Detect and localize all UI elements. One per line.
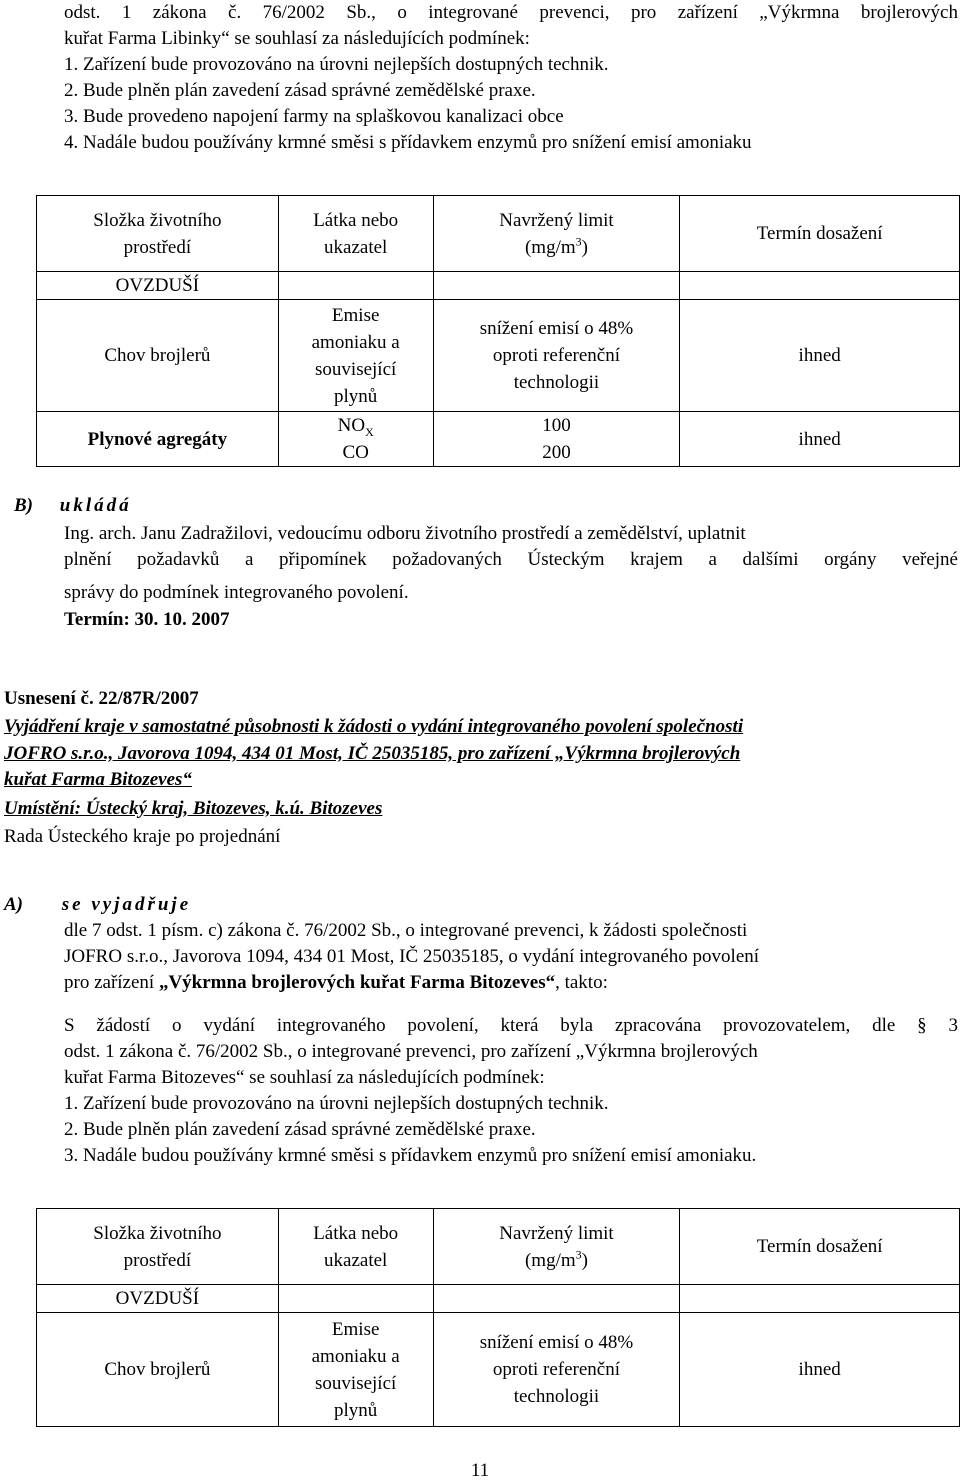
table-row: [37, 1285, 960, 1313]
cell-text: technologii: [513, 372, 600, 393]
cell-text: plynů: [334, 1399, 378, 1421]
cell-text: amoniaku a: [311, 1345, 400, 1367]
section-label: OVZDUŠÍ: [37, 1285, 279, 1313]
header-text: prostředí: [123, 236, 192, 258]
cell-text: CO: [342, 442, 369, 463]
section-b-heading: [14, 493, 132, 519]
section-label: OVZDUŠÍ: [37, 272, 279, 300]
cell-text: snížení emisí o 48%: [479, 1332, 634, 1353]
deadline-cell: ihned: [680, 300, 960, 412]
condition-item: 2. Bude plněn plán zavedení zásad správné zemědělské praxe.: [64, 1119, 536, 1140]
header-substance: [278, 1209, 433, 1285]
facility-name: „Výkrmna brojlerových kuřat Farma Bitozeves“: [158, 972, 556, 993]
limit-cell: [433, 300, 680, 412]
empty-cell: [278, 272, 433, 300]
condition-item: 3. Bude provedeno napojení farmy na splaškovou kanalizaci obce: [64, 106, 564, 127]
resolution-title-line: JOFRO s.r.o., Javorova 1094, 434 01 Most, IČ 25035185, pro zařízení „Výkrmna brojlerových: [4, 743, 741, 764]
empty-cell: [680, 272, 960, 300]
header-text: ukazatel: [324, 236, 388, 258]
header-deadline: Termín dosažení: [680, 196, 960, 272]
cell-text: amoniaku a: [311, 331, 400, 353]
cell-text: snížení emisí o 48%: [479, 318, 634, 339]
condition-item: 3. Nadále budou používány krmné směsi s přídavkem enzymů pro snížení emisí amoniaku.: [64, 1145, 757, 1166]
section-label: A): [4, 894, 23, 915]
deadline-text: Termín: 30. 10. 2007: [64, 609, 230, 630]
cell-text: Emise: [331, 304, 380, 326]
paragraph-line: kuřat Farma Libinky“ se souhlasí za následujících podmínek:: [64, 28, 530, 49]
empty-cell: [278, 1285, 433, 1313]
paragraph-line: správy do podmínek integrovaného povolení.: [64, 582, 409, 603]
condition-item: 1. Zařízení bude provozováno na úrovni nejlepších dostupných technik.: [64, 1093, 609, 1114]
header-substance: [278, 196, 433, 272]
resolution-title-line: kuřat Farma Bitozeves“: [4, 769, 192, 790]
condition-item: 1. Zařízení bude provozováno na úrovni nejlepších dostupných technik.: [64, 54, 609, 75]
header-deadline: Termín dosažení: [680, 1209, 960, 1285]
limit-cell: [433, 412, 680, 467]
cell-text: 100: [542, 415, 571, 436]
header-component: [37, 196, 279, 272]
section-label: B): [14, 495, 33, 516]
header-text: prostředí: [123, 1249, 192, 1271]
resolution-title-line: Vyjádření kraje v samostatné působnosti k žádosti o vydání integrovaného povolení společnosti: [4, 716, 744, 737]
paragraph-line: dle 7 odst. 1 písm. c) zákona č. 76/2002 Sb., o integrované prevenci, k žádosti společnosti: [64, 920, 748, 941]
section-a-heading: [4, 892, 191, 918]
limit-cell: [433, 1313, 680, 1427]
header-limit: [433, 1209, 680, 1285]
paragraph-line: odst. 1 zákona č. 76/2002 Sb., o integrované prevenci, pro zařízení „Výkrmna brojlerových: [64, 2, 958, 23]
empty-cell: [680, 1285, 960, 1313]
header-unit: $(mg/m^3)$: [524, 1247, 588, 1271]
text-run: pro zařízení: [64, 972, 159, 993]
cell-text: technologii: [513, 1386, 600, 1407]
component-cell: Plynové agregáty: [37, 412, 279, 467]
header-component: [37, 1209, 279, 1285]
section-verb: ukládá: [59, 495, 132, 516]
paragraph-line: plnění požadavků a připomínek požadovaných Ústeckým krajem a dalšími orgány veřejné: [64, 549, 958, 570]
table-row: [37, 272, 960, 300]
header-text: Látka nebo: [313, 209, 399, 231]
substance-cell: [278, 1313, 433, 1427]
emission-limits-table: [36, 195, 960, 467]
header-text: ukazatel: [324, 1249, 388, 1271]
header-text: Složka životního: [93, 209, 222, 231]
cell-text: oproti referenční: [492, 1359, 621, 1380]
section-verb: se vyjadřuje: [61, 894, 192, 915]
cell-text: 200: [542, 442, 571, 463]
council-text: Rada Ústeckého kraje po projednání: [4, 826, 281, 847]
text-run: , takto:: [555, 972, 608, 993]
paragraph-line: Ing. arch. Janu Zadražilovi, vedoucímu odboru životního prostředí a zemědělství, uplatnit: [64, 523, 746, 544]
component-cell: Chov brojlerů: [37, 1313, 279, 1427]
resolution-number: Usnesení č. 22/87R/2007: [4, 688, 199, 709]
table-row: [37, 412, 960, 467]
paragraph-line: JOFRO s.r.o., Javorova 1094, 434 01 Most, IČ 25035185, o vydání integrovaného povolení: [64, 946, 760, 967]
condition-item: 4. Nadále budou používány krmné směsi s přídavkem enzymů pro snížení emisí amoniaku: [64, 132, 752, 153]
deadline-cell: ihned: [680, 1313, 960, 1427]
header-text: Látka nebo: [313, 1222, 399, 1244]
header-text: Složka životního: [93, 1222, 222, 1244]
header-text: Navržený limit: [499, 1222, 614, 1244]
cell-text: Emise: [331, 1318, 380, 1340]
header-unit: $(mg/m^3)$: [524, 234, 588, 258]
empty-cell: [433, 272, 680, 300]
deadline-cell: ihned: [680, 412, 960, 467]
table-header-row: [37, 196, 960, 272]
emission-limits-table: [36, 1208, 960, 1427]
header-text: Navržený limit: [499, 209, 614, 231]
paragraph-line: odst. 1 zákona č. 76/2002 Sb., o integrované prevenci, pro zařízení „Výkrmna brojlerových: [64, 1041, 758, 1062]
paragraph-line: S žádostí o vydání integrovaného povolení, která byla zpracována provozovatelem, dle § 3: [64, 1015, 958, 1036]
resolution-location: Umístění: Ústecký kraj, Bitozeves, k.ú. Bitozeves: [4, 798, 383, 819]
cell-text: $NO_X$: [337, 415, 374, 439]
empty-cell: [433, 1285, 680, 1313]
cell-text: související: [315, 358, 397, 380]
condition-item: 2. Bude plněn plán zavedení zásad správné zemědělské praxe.: [64, 80, 536, 101]
substance-cell: [278, 412, 433, 467]
page-number: 11: [470, 1460, 490, 1481]
cell-text: plynů: [334, 385, 378, 407]
table-row: [37, 300, 960, 412]
paragraph-line: kuřat Farma Bitozeves“ se souhlasí za následujících podmínek:: [64, 1067, 545, 1088]
substance-cell: [278, 300, 433, 412]
paragraph-line: [64, 970, 608, 996]
component-cell: Chov brojlerů: [37, 300, 279, 412]
header-limit: [433, 196, 680, 272]
cell-text: související: [315, 1372, 397, 1394]
table-header-row: [37, 1209, 960, 1285]
cell-text: oproti referenční: [492, 345, 621, 366]
table-row: [37, 1313, 960, 1427]
